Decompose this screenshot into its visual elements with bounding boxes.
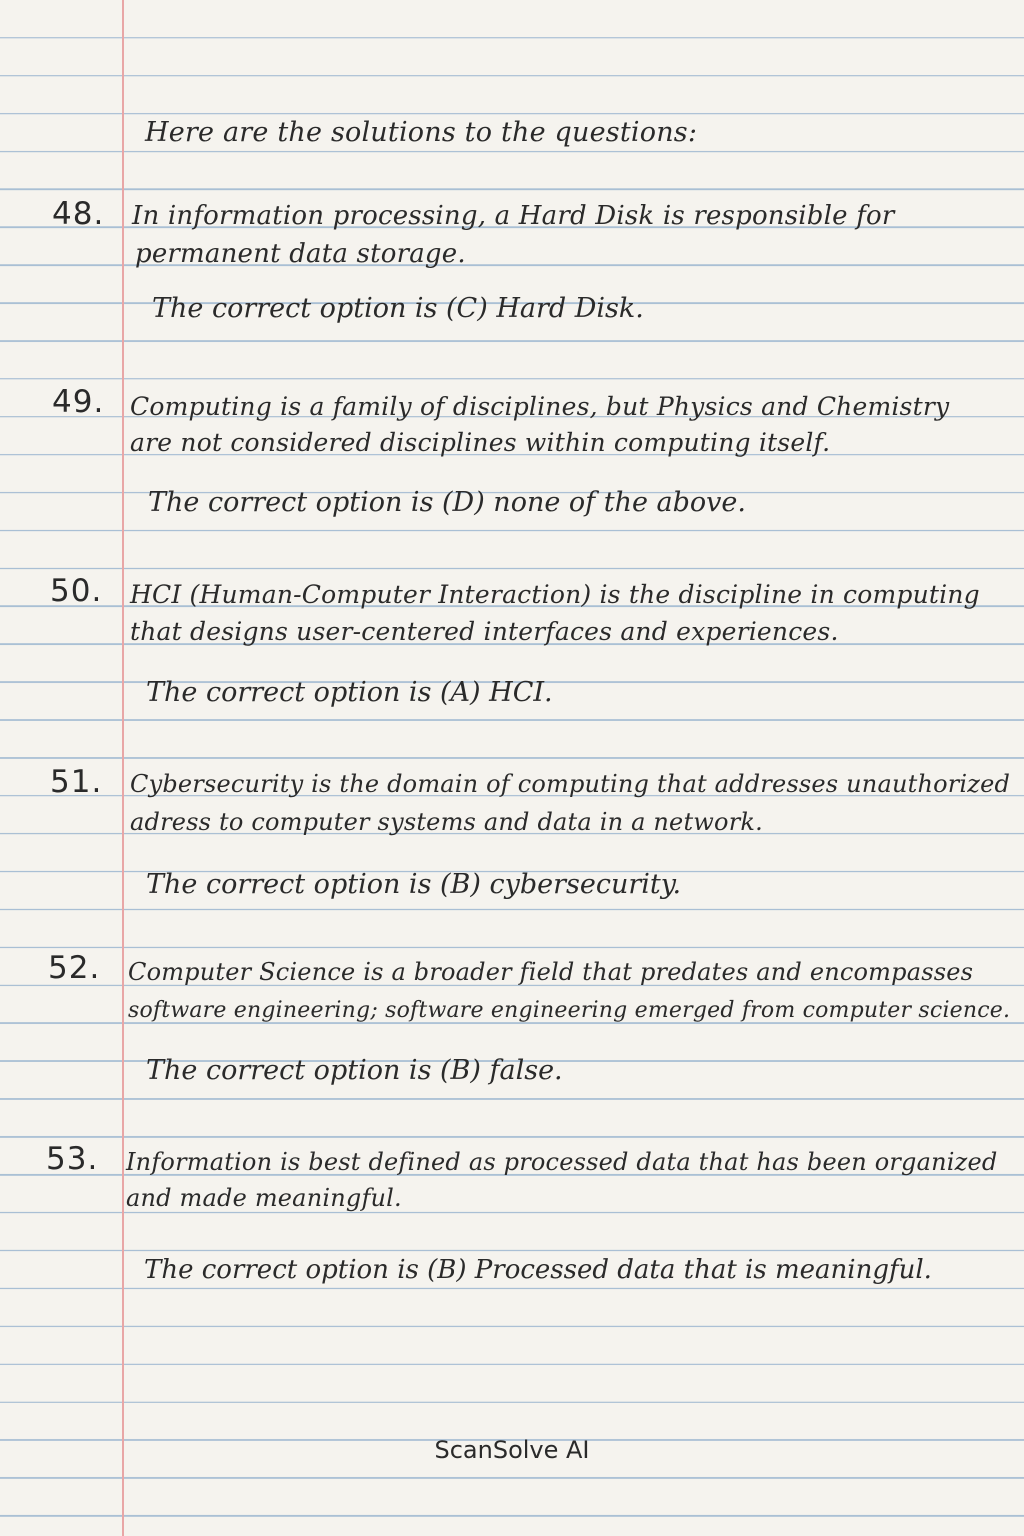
intro-text: Here are the solutions to the questions: [145,117,698,148]
question-text-line: permanent data storage. [135,239,466,269]
question-text-line: In information processing, a Hard Disk is responsible for [132,201,895,231]
question-number: 48. [52,196,105,232]
footer-brand: ScanSolve AI [434,1436,590,1464]
question-number: 50. [50,573,103,609]
question-text-line: Computing is a family of disciplines, but Physics and Chemistry [130,392,950,421]
answer-text: The correct option is (B) false. [146,1055,563,1086]
question-number: 49. [52,384,105,420]
answer-text: The correct option is (B) cybersecurity. [146,869,682,900]
margin-line [122,0,124,1536]
question-text-line: are not considered disciplines within computing itself. [130,428,831,457]
question-number: 53. [46,1141,99,1177]
question-text-line: Information is best defined as processed data that has been organized [126,1148,998,1176]
question-text-line: Cybersecurity is the domain of computing that addresses unauthorized [130,770,1011,798]
question-text-line: and made meaningful. [126,1184,402,1212]
answer-text: The correct option is (A) HCI. [146,677,553,708]
question-number: 51. [50,764,103,800]
question-text-line: adress to computer systems and data in a network. [130,808,763,836]
question-text-line: Computer Science is a broader field that predates and encompasses [128,958,974,986]
question-number: 52. [48,950,101,986]
answer-text: The correct option is (B) Processed data that is meaningful. [144,1255,932,1285]
answer-text: The correct option is (C) Hard Disk. [152,293,644,324]
question-text-line: HCI (Human-Computer Interaction) is the discipline in computing [130,580,980,609]
question-text-line: software engineering; software engineering emerged from computer science. [128,998,1011,1023]
question-text-line: that designs user-centered interfaces and experiences. [130,617,839,646]
answer-text: The correct option is (D) none of the above. [148,487,746,518]
